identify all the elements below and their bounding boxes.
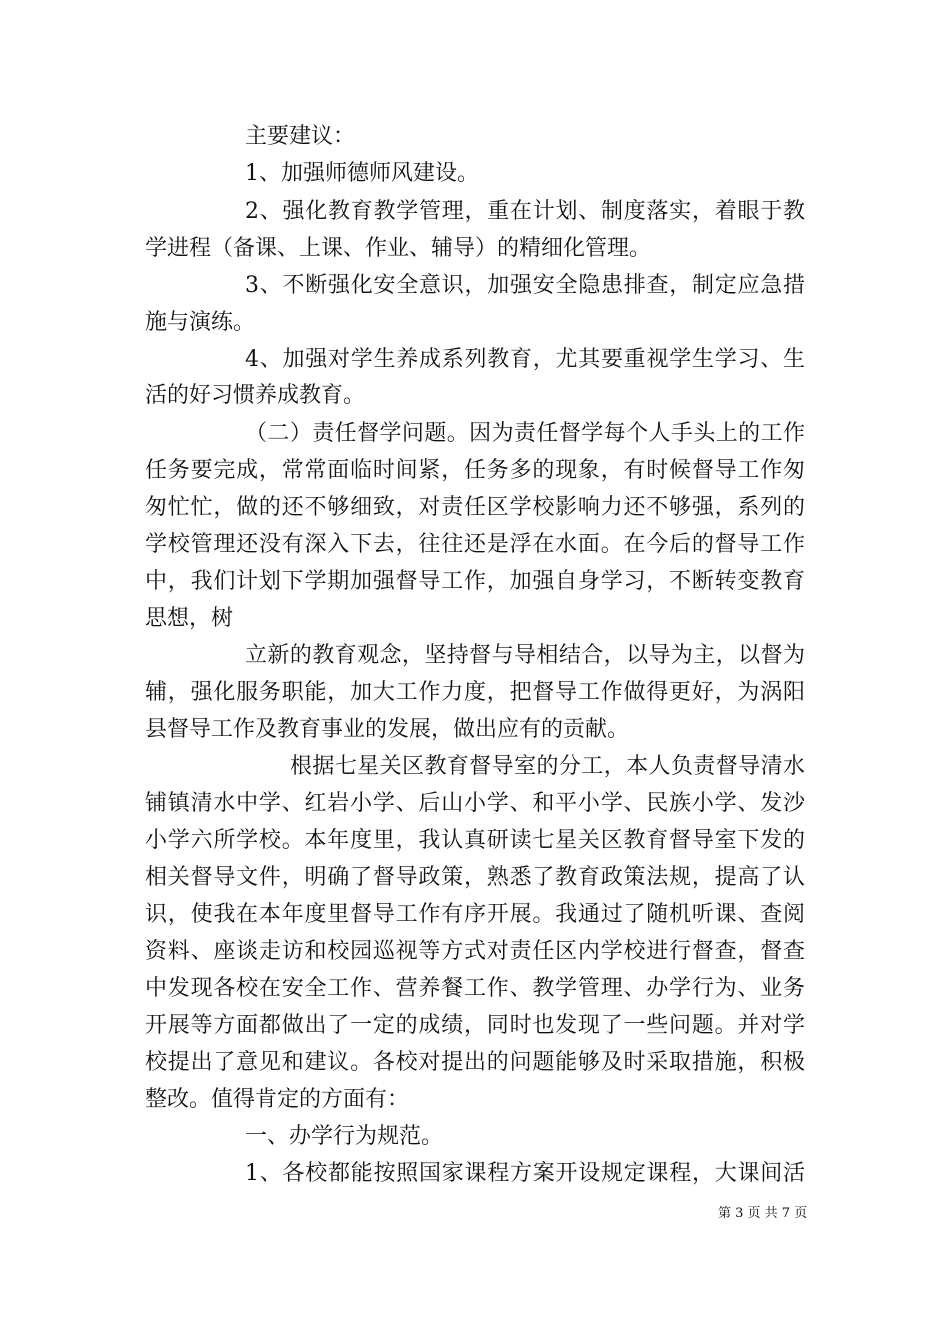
section-responsibility-supervision: （二）责任督学问题。因为责任督学每个人手头上的工作: [245, 421, 805, 446]
text-line: 中发现各校在安全工作、营养餐工作、教学管理、办学行为、业务: [145, 976, 805, 1001]
text-line: 任务要完成，常常面临时间紧，任务多的现象，有时候督导工作匆: [145, 458, 805, 483]
text-line: 铺镇清水中学、红岩小学、后山小学、和平小学、民族小学、发沙: [145, 791, 805, 816]
heading-main-suggestions: 主要建议：: [245, 124, 356, 149]
text-line: 活的好习惯养成教育。: [145, 383, 366, 408]
text-line: 识，使我在本年度里督导工作有序开展。我通过了随机听课、查阅: [145, 902, 805, 927]
suggestion-item-2: 2、强化教育教学管理，重在计划、制度落实，着眼于教: [245, 199, 805, 224]
text-line: 匆忙忙，做的还不够细致，对责任区学校影响力还不够强，系列的: [145, 495, 805, 520]
suggestion-item-3: 3、不断强化安全意识，加强安全隐患排查，制定应急措: [245, 273, 805, 298]
text-line: 小学六所学校。本年度里，我认真研读七星关区教育督导室下发的: [145, 828, 805, 853]
text-line: 县督导工作及教育事业的发展，做出应有的贡献。: [145, 717, 630, 742]
text-line: 开展等方面都做出了一定的成绩，同时也发现了一些问题。并对学: [145, 1013, 805, 1038]
text-line: 相关督导文件，明确了督导政策，熟悉了教育政策法规，提高了认: [145, 865, 805, 890]
section-heading-school-conduct: 一、办学行为规范。: [245, 1124, 444, 1149]
list-item-1: 1、各校都能按照国家课程方案开设规定课程，大课间活: [245, 1161, 805, 1186]
page-indicator: 第 3 页 共 7 页: [718, 1206, 808, 1221]
text-line: 中，我们计划下学期加强督导工作，加强自身学习，不断转变教育: [145, 569, 805, 594]
text-line: 学进程（备课、上课、作业、辅导）的精细化管理。: [145, 236, 652, 261]
paragraph-start: 根据七星关区教育督导室的分工，本人负责督导清水: [290, 754, 805, 779]
text-line: 资料、座谈走访和校园巡视等方式对责任区内学校进行督查，督查: [145, 939, 805, 964]
text-line: 整改。值得肯定的方面有：: [145, 1087, 410, 1112]
paragraph-start: 立新的教育观念，坚持督与导相结合，以导为主，以督为: [245, 643, 805, 668]
suggestion-item-4: 4、加强对学生养成系列教育，尤其要重视学生学习、生: [245, 347, 805, 372]
suggestion-item-1: 1、加强师德师风建设。: [245, 161, 479, 186]
text-line: 辅，强化服务职能，加大工作力度，把督导工作做得更好，为涡阳: [145, 680, 805, 705]
text-line: 思想，树: [145, 606, 234, 631]
text-line: 学校管理还没有深入下去，往往还是浮在水面。在今后的督导工作: [145, 532, 805, 557]
text-line: 施与演练。: [145, 310, 256, 335]
text-line: 校提出了意见和建议。各校对提出的问题能够及时采取措施，积极: [145, 1050, 805, 1075]
